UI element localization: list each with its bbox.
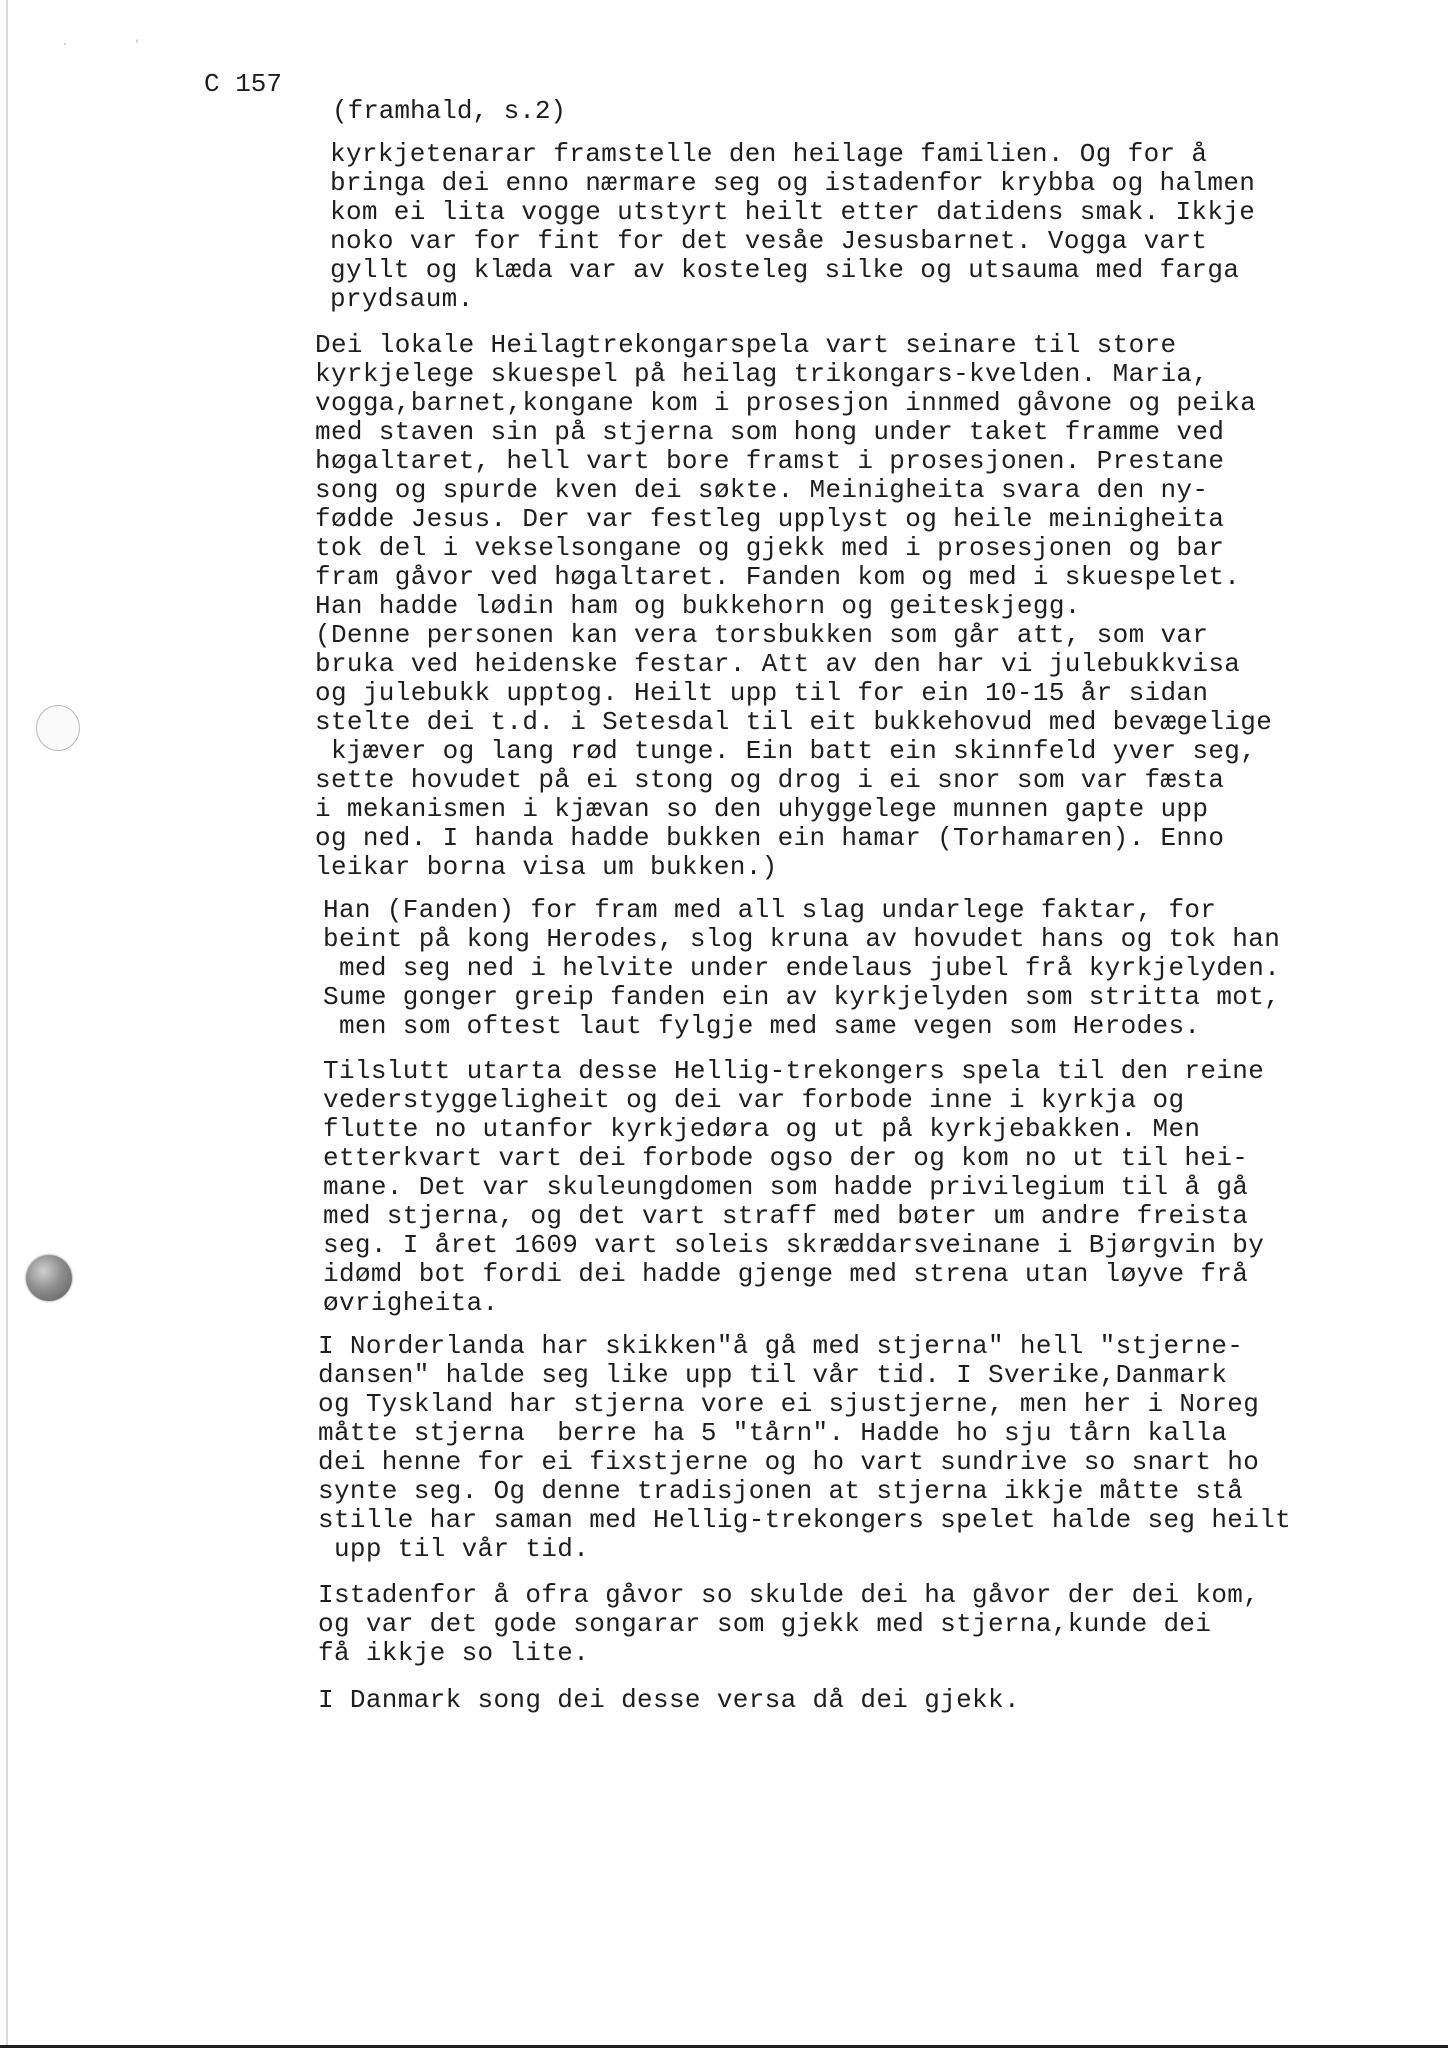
text-line: idømd bot fordi dei hadde gjenge med strena utan løyve frå xyxy=(323,1259,1249,1289)
text-line: stille har saman med Hellig-trekongers spelet halde seg heilt xyxy=(318,1505,1292,1535)
text-line: etterkvart vart dei forbode ogso der og kom no ut til hei- xyxy=(323,1143,1249,1173)
text-line: og julebukk upptog. Heilt upp til for ein 10-15 år sidan xyxy=(315,678,1209,708)
text-line: Tilslutt utarta desse Hellig-trekongers spela til den reine xyxy=(323,1056,1265,1086)
text-line: og ned. I handa hadde bukken ein hamar (Torhamaren). Enno xyxy=(315,823,1225,853)
text-line: noko var for fint for det vesåe Jesusbarnet. Vogga vart xyxy=(330,226,1208,256)
text-line: Han hadde lødin ham og bukkehorn og geiteskjegg. xyxy=(315,591,1081,621)
paragraph-5 xyxy=(318,1332,1291,1564)
paragraph-4 xyxy=(323,1057,1264,1318)
text-line: I Norderlanda har skikken"å gå med stjerna" hell "stjerne- xyxy=(318,1331,1244,1361)
text-line: fram gåvor ved høgaltaret. Fanden kom og med i skuespelet. xyxy=(315,562,1241,592)
text-line: dansen" halde seg like upp til vår tid. I Sverike,Danmark xyxy=(318,1360,1228,1390)
text-line: Sume gonger greip fanden ein av kyrkjelyden som stritta mot, xyxy=(323,982,1281,1012)
text-line: Istadenfor å ofra gåvor so skulde dei ha gåvor der dei kom, xyxy=(318,1580,1260,1610)
punch-hole-top xyxy=(36,705,80,751)
paragraph-2 xyxy=(315,331,1272,882)
text-line: vogga,barnet,kongane kom i prosesjon innmed gåvone og peika xyxy=(315,388,1257,418)
text-line: tok del i vekselsongane og gjekk med i prosesjonen og bar xyxy=(315,533,1225,563)
text-line: Han (Fanden) for fram med all slag undarlege faktar, for xyxy=(323,895,1217,925)
text-line: Dei lokale Heilagtrekongarspela vart seinare til store xyxy=(315,330,1177,360)
paragraph-3 xyxy=(323,896,1280,1041)
text-line: leikar borna visa um bukken.) xyxy=(315,852,778,882)
text-line: i mekanismen i kjævan so den uhyggelege munnen gapte upp xyxy=(315,794,1209,824)
text-line: med stjerna, og det vart straff med bøter um andre freista xyxy=(323,1201,1249,1231)
text-line: kom ei lita vogge utstyrt heilt etter datidens smak. Ikkje xyxy=(330,197,1256,227)
text-line: kyrkjelege skuespel på heilag trikongars-kvelden. Maria, xyxy=(315,359,1209,389)
left-paper-edge xyxy=(6,0,8,2048)
punch-hole-bottom xyxy=(26,1255,72,1301)
text-line: vederstyggeligheit og dei var forbode inne i kyrkja og xyxy=(323,1085,1185,1115)
text-line: beint på kong Herodes, slog kruna av hovudet hans og tok han xyxy=(323,924,1281,954)
text-line: prydsaum. xyxy=(330,284,474,314)
text-line: måtte stjerna berre ha 5 "tårn". Hadde ho sju tårn kalla xyxy=(318,1418,1228,1448)
paragraph-7 xyxy=(318,1686,1020,1715)
text-line: mane. Det var skuleungdomen som hadde privilegium til å gå xyxy=(323,1172,1249,1202)
paragraph-6 xyxy=(318,1581,1259,1668)
text-line: og Tyskland har stjerna vore ei sjustjerne, men her i Noreg xyxy=(318,1389,1260,1419)
text-line: dei henne for ei fixstjerne og ho vart sundrive so snart ho xyxy=(318,1447,1260,1477)
text-line: med staven sin på stjerna som hong under taket framme ved xyxy=(315,417,1225,447)
text-line: få ikkje so lite. xyxy=(318,1638,590,1668)
text-line: kyrkjetenarar framstelle den heilage familien. Og for å xyxy=(330,139,1208,169)
text-line: flutte no utanfor kyrkjedøra og ut på kyrkjebakken. Men xyxy=(323,1114,1201,1144)
text-line: song og spurde kven dei søkte. Meinigheita svara den ny- xyxy=(315,475,1209,505)
text-line: I Danmark song dei desse versa då dei gjekk. xyxy=(318,1685,1020,1715)
text-line: gyllt og klæda var av kosteleg silke og utsauma med farga xyxy=(330,255,1240,285)
text-line: og var det gode songarar som gjekk med stjerna,kunde dei xyxy=(318,1609,1212,1639)
text-line: (Denne personen kan vera torsbukken som går att, som var xyxy=(315,620,1209,650)
archive-id: C 157 xyxy=(204,69,283,99)
text-line: stelte dei t.d. i Setesdal til eit bukkehovud med bevægelige xyxy=(315,707,1273,737)
text-line: upp til vår tid. xyxy=(318,1534,590,1564)
text-line: bringa dei enno nærmare seg og istadenfor krybba og halmen xyxy=(330,168,1256,198)
text-line: kjæver og lang rød tunge. Ein batt ein skinnfeld yver seg, xyxy=(315,736,1257,766)
text-line: synte seg. Og denne tradisjonen at stjerna ikkje måtte stå xyxy=(318,1476,1244,1506)
text-line: med seg ned i helvite under endelaus jubel frå kyrkjelyden. xyxy=(323,953,1281,983)
continuation-header: (framhald, s.2) xyxy=(332,96,567,126)
paragraph-1 xyxy=(330,140,1255,314)
text-line: fødde Jesus. Der var festleg upplyst og heile meinigheita xyxy=(315,504,1225,534)
text-line: sette hovudet på ei stong og drog i ei snor som var fæsta xyxy=(315,765,1225,795)
text-line: høgaltaret, hell vart bore framst i prosesjonen. Prestane xyxy=(315,446,1225,476)
text-line: seg. I året 1609 vart soleis skræddarsveinane i Bjørgvin by xyxy=(323,1230,1265,1260)
text-line: men som oftest laut fylgje med same vegen som Herodes. xyxy=(323,1011,1201,1041)
paper-specks: · ' xyxy=(62,40,141,51)
text-line: bruka ved heidenske festar. Att av den har vi julebukkvisa xyxy=(315,649,1241,679)
text-line: øvrigheita. xyxy=(323,1288,499,1318)
